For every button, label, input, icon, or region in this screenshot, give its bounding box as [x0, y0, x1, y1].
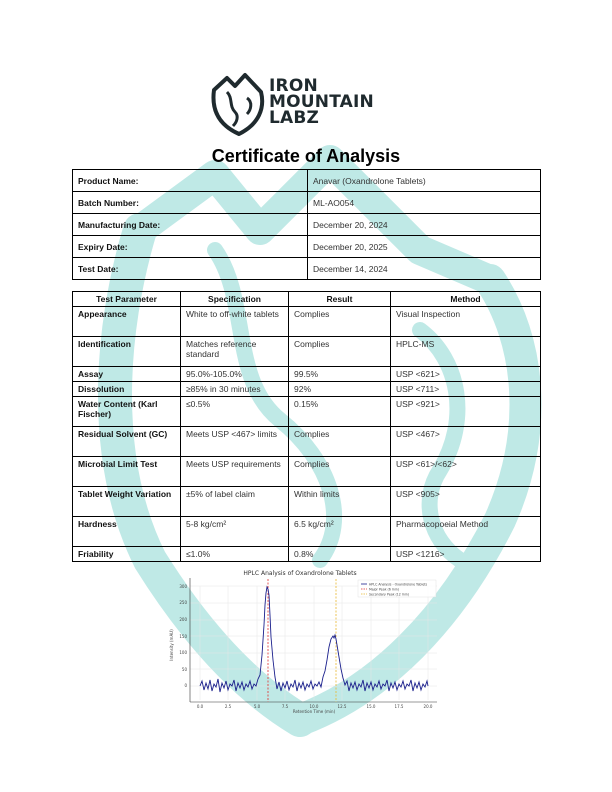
svg-text:7.5: 7.5 [281, 704, 289, 709]
test-result: Complies [289, 457, 391, 487]
test-specification: Meets USP <467> limits [181, 427, 289, 457]
info-label: Product Name: [73, 170, 308, 192]
chart-legend [358, 580, 436, 597]
test-parameter: Assay [73, 367, 181, 382]
page-title: Certificate of Analysis [211, 146, 401, 166]
info-value: Anavar (Oxandrolone Tablets) [308, 170, 541, 192]
table-row [73, 367, 541, 382]
test-result: 92% [289, 382, 391, 397]
test-method: Visual Inspection [391, 307, 541, 337]
svg-text:20.0: 20.0 [423, 704, 433, 709]
svg-text:17.5: 17.5 [394, 704, 404, 709]
test-specification: ≥85% in 30 minutes [181, 382, 289, 397]
info-row [73, 170, 541, 192]
hplc-chart [165, 565, 445, 715]
test-method: Pharmacopoeial Method [391, 517, 541, 547]
info-label: Manufacturing Date: [73, 214, 308, 236]
test-parameter: Tablet Weight Variation [73, 487, 181, 517]
svg-text:5.0: 5.0 [253, 704, 261, 709]
y-tick-labels [179, 584, 187, 688]
table-row [73, 382, 541, 397]
svg-text:2.5: 2.5 [224, 704, 232, 709]
column-header: Test Parameter [73, 292, 181, 307]
test-result: Within limits [289, 487, 391, 517]
test-result: 0.8% [289, 547, 391, 562]
column-header: Result [289, 292, 391, 307]
company-logo [209, 72, 409, 136]
test-specification: 95.0%-105.0% [181, 367, 289, 382]
table-row [73, 457, 541, 487]
x-axis-label: Retention Time (min) [292, 709, 336, 714]
test-result: Complies [289, 427, 391, 457]
test-result: 6.5 kg/cm² [289, 517, 391, 547]
product-info-table [72, 169, 541, 280]
logo-line-1: IRON [269, 76, 318, 96]
test-method: USP <1216> [391, 547, 541, 562]
svg-text:12.5: 12.5 [337, 704, 347, 709]
svg-text:HPLC Analysis - Oxandrolone Ta: HPLC Analysis - Oxandrolone Tablets [369, 582, 428, 587]
table-row [73, 487, 541, 517]
table-row [73, 307, 541, 337]
test-result: 99.5% [289, 367, 391, 382]
info-row [73, 258, 541, 280]
test-method: USP <467> [391, 427, 541, 457]
test-specification: Matches reference standard [181, 337, 289, 367]
logo-line-2: MOUNTAIN [269, 92, 374, 112]
y-axis-label: Intensity (mAU) [169, 629, 174, 661]
svg-text:150: 150 [179, 634, 187, 639]
chart-title: HPLC Analysis of Oxandrolone Tablets [243, 570, 357, 577]
test-parameter: Water Content (Karl Fischer) [73, 397, 181, 427]
test-method: USP <921> [391, 397, 541, 427]
test-parameter: Appearance [73, 307, 181, 337]
info-row [73, 192, 541, 214]
test-method: USP <711> [391, 382, 541, 397]
test-parameter: Dissolution [73, 382, 181, 397]
table-row [73, 547, 541, 562]
info-row [73, 236, 541, 258]
info-label: Test Date: [73, 258, 308, 280]
test-method: USP <905> [391, 487, 541, 517]
svg-text:300: 300 [179, 584, 187, 589]
table-row [73, 517, 541, 547]
test-results-table [72, 291, 541, 562]
table-row [73, 337, 541, 367]
test-specification: ≤0.5% [181, 397, 289, 427]
info-value: December 20, 2025 [308, 236, 541, 258]
info-value: December 14, 2024 [308, 258, 541, 280]
info-label: Expiry Date: [73, 236, 308, 258]
test-parameter: Identification [73, 337, 181, 367]
logo-text [269, 78, 374, 126]
test-parameter: Residual Solvent (GC) [73, 427, 181, 457]
column-header: Specification [181, 292, 289, 307]
svg-text:100: 100 [179, 650, 187, 655]
svg-text:15.0: 15.0 [366, 704, 376, 709]
svg-text:10.0: 10.0 [309, 704, 319, 709]
info-value: December 20, 2024 [308, 214, 541, 236]
test-specification: Meets USP requirements [181, 457, 289, 487]
logo-line-3: LABZ [269, 108, 320, 128]
test-result: Complies [289, 307, 391, 337]
test-specification: White to off-white tablets [181, 307, 289, 337]
info-value: ML-AO054 [308, 192, 541, 214]
table-header-row [73, 292, 541, 307]
mountain-shield-icon [209, 72, 267, 136]
chart-grid [190, 586, 437, 700]
test-parameter: Microbial Limit Test [73, 457, 181, 487]
test-method: HPLC-MS [391, 337, 541, 367]
svg-text:250: 250 [179, 600, 187, 605]
svg-text:0.0: 0.0 [196, 704, 204, 709]
table-row [73, 427, 541, 457]
info-row [73, 214, 541, 236]
info-label: Batch Number: [73, 192, 308, 214]
test-parameter: Hardness [73, 517, 181, 547]
svg-text:Secondary Peak (12 min): Secondary Peak (12 min) [369, 592, 410, 597]
test-result: Complies [289, 337, 391, 367]
test-parameter: Friability [73, 547, 181, 562]
column-header: Method [391, 292, 541, 307]
svg-text:200: 200 [179, 617, 187, 622]
svg-text:50: 50 [181, 667, 187, 672]
test-method: USP <621> [391, 367, 541, 382]
svg-text:Major Peak (6 min): Major Peak (6 min) [369, 587, 399, 592]
test-specification: ≤1.0% [181, 547, 289, 562]
test-result: 0.15% [289, 397, 391, 427]
svg-text:0: 0 [184, 683, 187, 688]
test-specification: ±5% of label claim [181, 487, 289, 517]
table-row [73, 397, 541, 427]
test-method: USP <61>/<62> [391, 457, 541, 487]
test-specification: 5-8 kg/cm² [181, 517, 289, 547]
